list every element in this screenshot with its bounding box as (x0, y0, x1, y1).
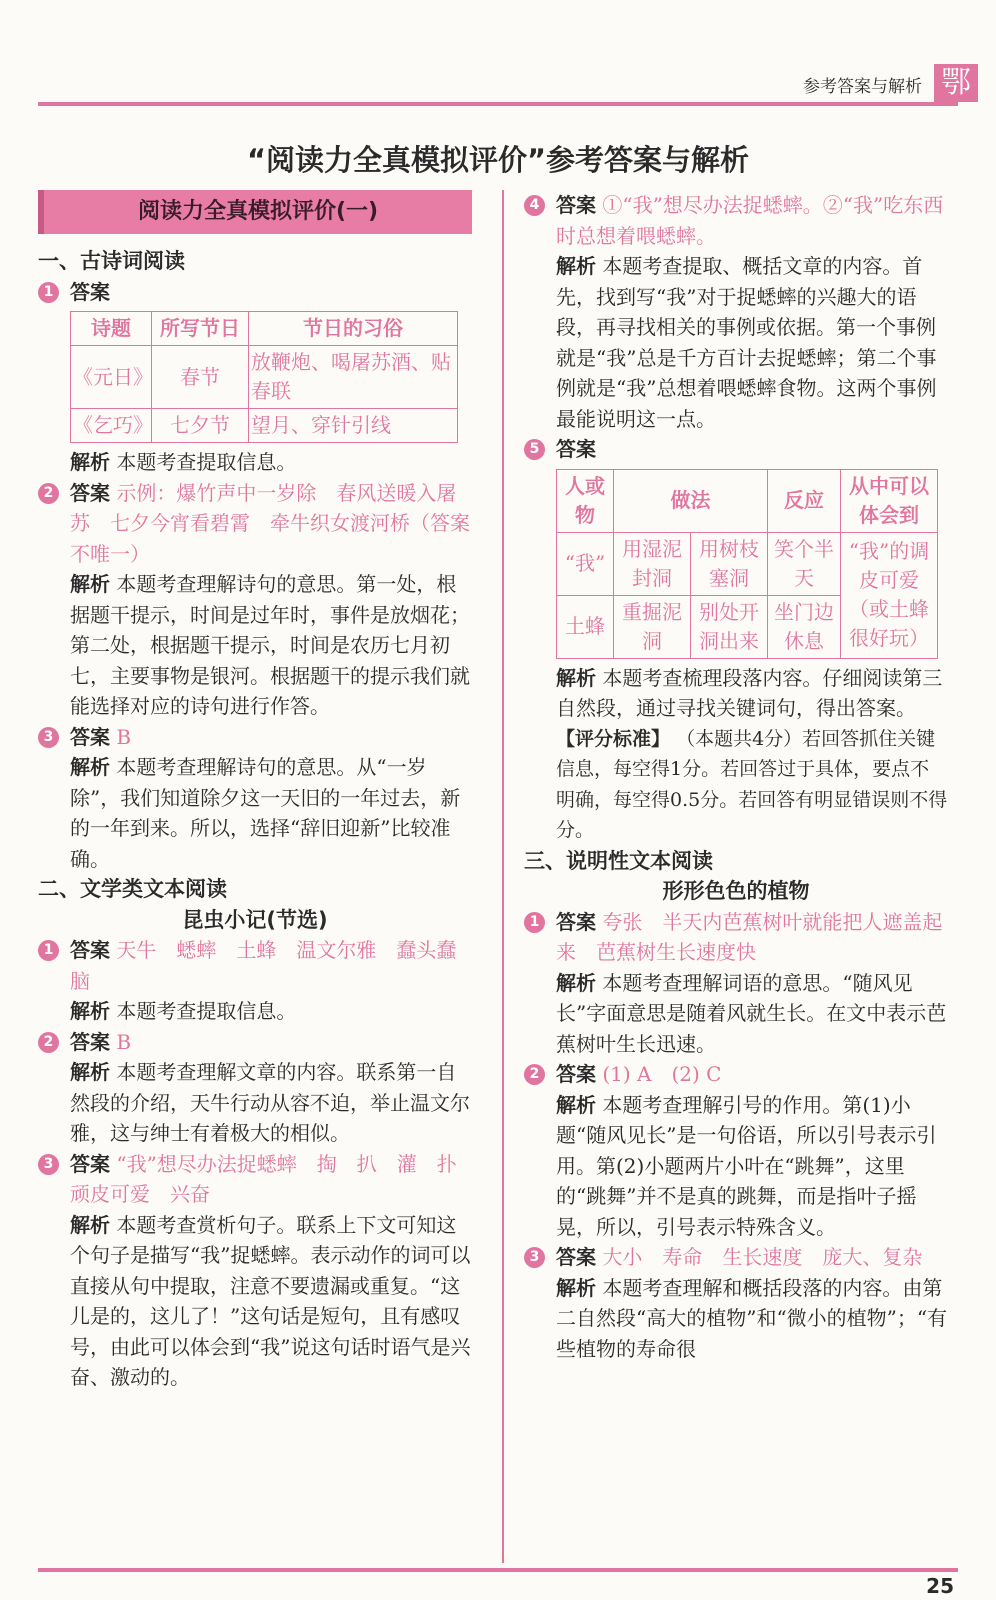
analysis-text: 本题考查提取信息。 (116, 999, 297, 1023)
answer-label: 答案 (556, 909, 596, 934)
scoring-text: （本题共4分）若回答抓住关键信息，每空得1分。若回答过于具体，要点不明确，每空得0.5分。若回答有明显错误则不得分。 (556, 727, 948, 841)
answer-label: 答案 (70, 1029, 110, 1054)
question-b1 (38, 935, 472, 996)
analysis-label: 解析 (556, 970, 596, 995)
table-cell: 别处开洞出来 (691, 595, 768, 658)
answer-text: “我”想尽办法捉蟋蟀 掏 扒 灌 扑 顽皮可爱 兴奋 (70, 1151, 477, 1206)
question-c3 (524, 1242, 948, 1273)
answer-text: B (116, 1029, 132, 1054)
header-label: 参考答案与解析 (803, 77, 922, 97)
right-column (524, 190, 948, 1364)
answer-text: 示例：爆竹声中一岁除 春风送暖入屠苏 七夕今宵看碧霄 牵牛织女渡河桥（答案不唯一） (70, 480, 470, 566)
analysis-text: 本题考查提取信息。 (116, 450, 297, 474)
number-badge: 1 (38, 940, 59, 961)
question-b3 (38, 1149, 477, 1210)
passage-title: 形形色色的植物 (662, 879, 810, 903)
table-cell: 《乞巧》 (71, 409, 152, 443)
number-badge: 2 (38, 1032, 59, 1053)
analysis-text: 本题考查梳理段落内容。仔细阅读第三自然段，通过寻找关键词句，得出答案。 (556, 665, 943, 720)
question-b2 (38, 1027, 472, 1058)
analysis (38, 569, 472, 722)
number-badge: 4 (524, 195, 545, 216)
analysis-label: 解析 (556, 1092, 596, 1117)
left-column (38, 190, 477, 1393)
analysis-label: 解析 (556, 665, 596, 690)
answer-label: 答案 (556, 1245, 596, 1269)
table-header: 人或物 (557, 469, 614, 532)
answer-text: (1) A (2) C (602, 1062, 722, 1086)
question-c1 (524, 907, 948, 968)
answer-label: 答案 (70, 724, 110, 749)
answer-label: 答案 (70, 480, 110, 505)
festival-table (70, 311, 458, 443)
question-2 (38, 478, 472, 570)
analysis (524, 251, 948, 434)
question-b4 (524, 190, 948, 251)
table-cell: 笑个半天 (768, 532, 841, 595)
table-cell: 《元日》 (71, 346, 152, 409)
analysis-text: 本题考查理解词语的意思。“随风见长”字面意思是随着风就生长。在文中表示芭蕉树叶生长迅速。 (556, 970, 947, 1056)
number-badge: 2 (38, 483, 59, 504)
footer-divider (38, 1568, 958, 1572)
question-b5 (524, 434, 948, 465)
header-divider (38, 102, 958, 106)
answer-label: 答案 (556, 193, 596, 217)
table-cell: 望月、穿针引线 (249, 409, 458, 443)
analysis-label: 解析 (70, 999, 110, 1023)
analysis-text: 本题考查理解引号的作用。第(1)小题“随风见长”是一句俗语，所以引号表示引用。第(2)小题两片小叶在“跳舞”，这里的“跳舞”并不是真的跳舞，而是指叶子摇晃，所以，引号表示特殊含义。 (556, 1092, 937, 1239)
scoring-standard (524, 724, 948, 846)
number-badge: 3 (38, 1154, 59, 1175)
table-cell: 坐门边休息 (768, 595, 841, 658)
analysis-label: 解析 (556, 1275, 596, 1300)
region-badge: 鄂 (934, 64, 978, 102)
question-c2 (524, 1059, 948, 1090)
table-header: 做法 (614, 469, 768, 532)
table-cell: “我”的调皮可爱（或土蜂很好玩） (841, 532, 938, 658)
table-header: 诗题 (71, 312, 152, 346)
answer-text: 天牛 蟋蟀 土蜂 温文尔雅 蠢头蠢脑 (70, 938, 457, 993)
analysis (524, 1090, 948, 1243)
analysis-text: 本题考查赏析句子。联系上下文可知这个句子是描写“我”捉蟋蟀。表示动作的词可以直接从句中提取，注意不要遗漏或重复。“这儿是的，这儿了！”这句话是短句，且有感叹号，由此可以体会到“我”说这句话时语气是兴奋、激动的。 (70, 1212, 471, 1389)
table-header: 反应 (768, 469, 841, 532)
table-cell: 七夕节 (152, 409, 249, 443)
number-badge: 5 (524, 439, 545, 460)
answer-label: 答案 (556, 1062, 596, 1086)
number-badge: 3 (524, 1247, 545, 1268)
analysis (524, 1273, 948, 1365)
table-cell: 重掘泥洞 (614, 595, 691, 658)
analysis-text: 本题考查提取、概括文章的内容。首先，找到写“我”对于捉蟋蟀的兴趣大的语段，再寻找相关的事例或依据。第一个事例就是“我”总是千方百计去捉蟋蟀；第二个事例就是“我”总想着喂蟋蟀食物。这两个事例最能说明这一点。 (556, 254, 937, 431)
section-heading-literature: 二、文学类文本阅读 (38, 877, 227, 901)
analysis (38, 752, 472, 874)
answer-label: 答案 (70, 279, 110, 304)
analysis (38, 1210, 472, 1393)
question-3 (38, 722, 472, 753)
section-heading-expository: 三、说明性文本阅读 (524, 848, 713, 873)
analysis-label: 解析 (70, 1212, 110, 1237)
number-badge: 1 (38, 282, 59, 303)
analysis-label: 解析 (556, 254, 596, 278)
answer-label: 答案 (70, 938, 110, 962)
page-title: “阅读力全真模拟评价”参考答案与解析 (246, 143, 750, 177)
answer-text: 大小 寿命 生长速度 庞大、复杂 (602, 1245, 923, 1269)
table-cell: 放鞭炮、喝屠苏酒、贴春联 (249, 346, 458, 409)
analysis (524, 663, 948, 724)
analysis-text: 本题考查理解和概括段落的内容。由第二自然段“高大的植物”和“微小的植物”；“有些植物的寿命很 (556, 1275, 948, 1361)
column-divider (502, 190, 504, 1563)
analysis-label: 解析 (70, 450, 110, 474)
answer-label: 答案 (556, 437, 596, 461)
table-cell: 用树枝塞洞 (691, 532, 768, 595)
analysis (524, 968, 948, 1060)
section-banner: 阅读力全真模拟评价(一) (38, 190, 472, 234)
passage-title: 昆虫小记(节选) (182, 907, 328, 932)
page-number: 25 (926, 1574, 954, 1598)
number-badge: 2 (524, 1064, 545, 1085)
table-cell: 用湿泥封洞 (614, 532, 691, 595)
section-heading-poetry: 一、古诗词阅读 (38, 249, 185, 273)
table-cell: 春节 (152, 346, 249, 409)
analysis (38, 447, 472, 478)
answer-text: B (116, 724, 132, 749)
answer-text: ①“我”想尽办法捉蟋蟀。②“我”吃东西时总想着喂蟋蟀。 (556, 193, 944, 248)
answer-label: 答案 (70, 1151, 110, 1176)
table-header: 节日的习俗 (249, 312, 458, 346)
analysis-text: 本题考查理解诗句的意思。第一处，根据题干提示，时间是过年时，事件是放烟花；第二处，根据题干提示，时间是农历七月初七，主要事物是银河。根据题干的提示我们就能选择对应的诗句进行作答。 (70, 572, 470, 718)
analysis-label: 解析 (70, 755, 110, 779)
number-badge: 3 (38, 727, 59, 748)
number-badge: 1 (524, 912, 545, 933)
analysis-label: 解析 (70, 572, 110, 596)
analysis-text: 本题考查理解文章的内容。联系第一自然段的介绍，天牛行动从容不迫，举止温文尔雅，这与绅士有着极大的相似。 (70, 1060, 470, 1145)
table-cell: 土蜂 (557, 595, 614, 658)
scoring-label: 【评分标准】 (556, 727, 671, 750)
table-cell: “我” (557, 532, 614, 595)
answer-text: 夸张 半天内芭蕉树叶就能把人遮盖起来 芭蕉树生长速度快 (556, 909, 943, 964)
analysis (38, 1057, 472, 1149)
question-1 (38, 277, 472, 308)
bee-table (556, 469, 938, 659)
table-header: 从中可以体会到 (841, 469, 938, 532)
analysis-label: 解析 (70, 1060, 110, 1084)
table-header: 所写节日 (152, 312, 249, 346)
analysis (38, 996, 472, 1027)
analysis-text: 本题考查理解诗句的意思。从“一岁除”，我们知道除夕这一天旧的一年过去，新的一年到来。所以，选择“辞旧迎新”比较准确。 (70, 755, 461, 871)
